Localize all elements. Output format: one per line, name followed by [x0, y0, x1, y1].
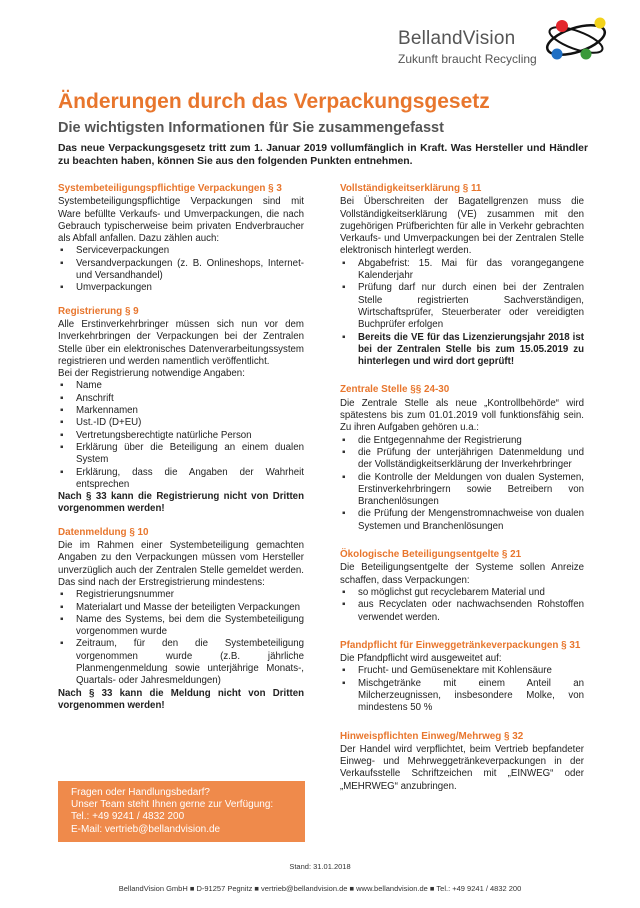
logo-atom-icon — [538, 14, 612, 68]
list-item: ▪ Mischgetränke mit einem Anteil an Milcherzeugnissen, insbesondere Molke, von mindestens 50 % — [340, 678, 584, 715]
bullet-list — [58, 245, 304, 294]
left-column — [58, 183, 304, 712]
list-item: ▪ Serviceverpackungen — [58, 245, 304, 257]
bullet-list — [340, 435, 584, 533]
date-stamp: Stand: 31.01.2018 — [289, 862, 351, 871]
section-text: Der Handel wird verpflichtet, beim Vertrieb bepfandeter Einweg- und Mehrweggetränkeverpackungen in der Verkaufsstelle Schriftzeichen mit „EINWEG“ oder „MEHRWEG“ anzubringen. — [340, 743, 584, 792]
section-heading: Registrierung § 9 — [58, 305, 139, 317]
page-title: Änderungen durch das Verpackungsgesetz — [58, 90, 490, 113]
contact-box — [58, 781, 305, 842]
section-heading: Systembeteiligungspflichtige Verpackungen § 3 — [58, 183, 282, 194]
section-text: Die im Rahmen einer Systembeteiligung gemachten Angaben zu den Verpackungen müssen vom Hersteller unverzüglich auch der Zentralen Stelle gemeldet werden. Das sind nach der Erstregistrierung mindestens: — [58, 540, 304, 588]
bullet-list — [340, 665, 584, 714]
list-item: ▪ die Prüfung der unterjährigen Datenmeldung und der Vollständigkeitserklärung der Inverkehrbringer — [340, 447, 584, 472]
section-heading: Vollständigkeitserklärung § 11 — [340, 183, 482, 194]
intro-text: Das neue Verpackungsgesetz tritt zum 1. Januar 2019 vollumfänglich in Kraft. Was Hersteller und Händler zu beachten haben, können Sie aus den folgenden Punkten entnehmen. — [58, 143, 588, 167]
contact-question: Fragen oder Handlungsbedarf? — [71, 787, 210, 798]
section-vollstaendigkeit — [340, 183, 584, 368]
contact-email[interactable]: E-Mail: vertrieb@bellandvision.de — [71, 823, 221, 835]
list-item: ▪ aus Recyclaten oder nachwachsenden Rohstoffen verwendet werden. — [340, 599, 584, 624]
list-item: ▪ die Prüfung der Mengenstromnachweise von dualen Systemen und Branchenlösungen — [340, 508, 584, 533]
logo-tagline: Zukunft braucht Recycling — [398, 52, 537, 66]
list-item: ▪ Prüfung darf nur durch einen bei der Zentralen Stelle registrierten Sachverständigen, Wirtschaftsprüfer, Steuerberater oder vereidigten Buchprüfer erfolgen — [340, 282, 584, 331]
list-item: ▪ die Kontrolle der Meldungen von dualen Systemen, Erstinverkehrbringern sowie Betreibern von Branchenlösungen — [340, 472, 584, 509]
section-registrierung — [58, 306, 304, 516]
list-item: ▪ Versandverpackungen (z. B. Onlineshops, Internet- und Versandhandel) — [58, 258, 304, 283]
section-system — [58, 183, 304, 295]
contact-team: Unser Team steht Ihnen gerne zur Verfügung: — [71, 799, 274, 811]
section-text: Systembeteiligungspflichtige Verpackungen sind mit Ware befüllte Verkaufs- und Umverpackungen, die nach Gebrauch typischerweise beim privaten Endverbraucher als Abfall anfallen. Dazu zählen auch: — [58, 196, 304, 245]
contact-phone[interactable]: Tel.: +49 9241 / 4832 200 — [71, 811, 185, 823]
list-item: ▪ Erklärung über die Beteiligung an einem dualen System — [58, 442, 304, 467]
section-text: Bei der Registrierung notwendige Angaben: — [58, 368, 245, 380]
list-item: ▪ Abgabefrist: 15. Mai für das vorangegangene Kalenderjahr — [340, 258, 584, 283]
section-heading: Datenmeldung § 10 — [58, 526, 149, 538]
section-heading: Ökologische Beteiligungsentgelte § 21 — [340, 549, 522, 561]
list-item: ▪ Umverpackungen — [58, 282, 304, 294]
list-item: ▪ Ust.-ID (D+EU) — [58, 417, 304, 429]
logo-name: BellandVision — [398, 28, 516, 49]
section-zentrale — [340, 384, 584, 533]
bullet-list — [340, 587, 584, 624]
section-heading: Zentrale Stelle §§ 24-30 — [340, 384, 450, 396]
bullet-list — [58, 589, 304, 687]
section-text: Die Beteiligungsentgelte der Systeme sollen Anreize schaffen, dass Verpackungen: — [340, 562, 584, 586]
list-item: ▪ so möglichst gut recyclebarem Material und — [340, 587, 584, 599]
section-text: Alle Erstinverkehrbringer müssen sich nun vor dem Inverkehrbringen der Verpackungen bei der Zentralen Stelle über ein elektronisches Datenverarbeitungssystem registrieren und werden namentlich veröffentlicht. — [58, 318, 304, 367]
list-item: ▪ Registrierungsnummer — [58, 589, 304, 601]
section-text: Die Zentrale Stelle als neue „Kontrollbehörde“ wird spätestens bis zum 01.01.2019 voll funktionsfähig sein. Zu ihren Aufgaben gehören u.a.: — [340, 397, 584, 434]
section-note: Nach § 33 kann die Meldung nicht von Dritten vorgenommen werden! — [58, 687, 304, 711]
section-datenmeldung — [58, 527, 304, 712]
bullet-list — [58, 380, 304, 491]
list-item: ▪ Bereits die VE für das Lizenzierungsjahr 2018 ist bei der Zentralen Stelle bis zum 15.05.2019 zu hinterlegen und wird dort geprüft! — [340, 332, 584, 369]
section-pfand — [340, 640, 584, 715]
brand-logo — [398, 14, 618, 72]
list-item: ▪ Vertretungsberechtigte natürliche Person — [58, 430, 304, 442]
list-item: ▪ Name — [58, 380, 304, 392]
list-item: ▪ die Entgegennahme der Registrierung — [340, 435, 584, 447]
section-text: Die Pfandpflicht wird ausgeweitet auf: — [340, 653, 502, 665]
section-oekologisch — [340, 549, 584, 624]
section-text: Bei Überschreiten der Bagatellgrenzen muss die Vollständigkeitserklärung (VE) zusammen mit den zugehörigen Prüfberichten für alle in Verkehr gebrachten Verkaufs- und Umverpackungen bei der Zentralen Stelle elektronisch hinterlegt werden. — [340, 196, 584, 257]
bullet-list — [340, 258, 584, 369]
page-footer: BellandVision GmbH ■ D-91257 Pegnitz ■ vertrieb@bellandvision.de ■ www.bellandvision.de ■ Tel.: +49 9241 / 4832 200 — [118, 884, 522, 893]
list-item: ▪ Name des Systems, bei dem die Systembeteiligung vorgenommen wurde — [58, 614, 304, 639]
list-item: ▪ Anschrift — [58, 393, 304, 405]
list-item: ▪ Materialart und Masse der beteiligten Verpackungen — [58, 602, 304, 614]
page-subtitle: Die wichtigsten Informationen für Sie zusammengefasst — [58, 120, 444, 136]
right-column — [340, 183, 584, 793]
list-item: ▪ Zeitraum, für den die Systembeteiligung vorgenommen wurde (z.B. jährliche Planmengenmeldung sowie unterjährige Monats-, Quartals- oder Jahresmeldungen) — [58, 638, 304, 687]
list-item: ▪ Erklärung, dass die Angaben der Wahrheit entsprechen — [58, 467, 304, 492]
section-note: Nach § 33 kann die Registrierung nicht von Dritten vorgenommen werden! — [58, 491, 304, 515]
list-item: ▪ Frucht- und Gemüsenektare mit Kohlensäure — [340, 665, 584, 677]
section-heading: Pfandpflicht für Einweggetränkeverpackungen § 31 — [340, 639, 581, 651]
section-hinweis — [340, 731, 584, 793]
section-heading: Hinweispflichten Einweg/Mehrweg § 32 — [340, 730, 524, 742]
list-item: ▪ Markennamen — [58, 405, 304, 417]
